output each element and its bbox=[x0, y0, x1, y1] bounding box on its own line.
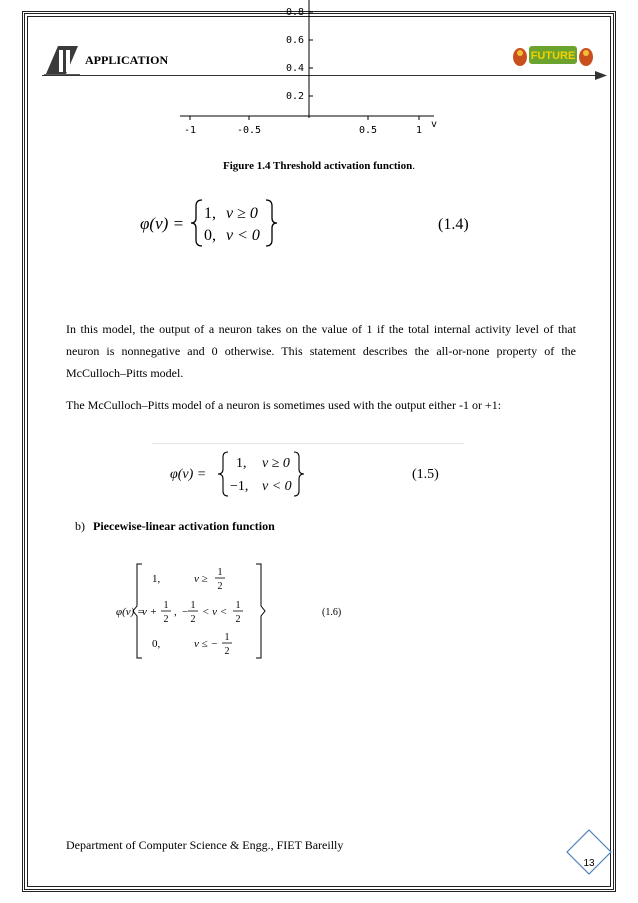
y-tick-label: 0.4 bbox=[285, 63, 304, 74]
svg-text:,: , bbox=[174, 606, 177, 618]
eq-1-6-row2-cond-mid: < v < bbox=[202, 606, 228, 618]
eq-1-5-case1-cond: v ≥ 0 bbox=[262, 456, 290, 471]
eq-1-4-lhs: φ(v) = bbox=[140, 214, 184, 233]
subsection-marker: b) bbox=[75, 519, 85, 533]
fraction-numerator: 1 bbox=[217, 567, 223, 578]
eq-1-5-case2-cond: v < 0 bbox=[262, 479, 292, 494]
page-number: 13 bbox=[583, 858, 595, 869]
y-tick-label: 0.6 bbox=[285, 35, 304, 46]
subsection-title: Piecewise-linear activation function bbox=[93, 519, 275, 533]
figure-caption-text: Figure 1.4 Threshold activation function bbox=[223, 160, 413, 172]
header-title: APPLICATION bbox=[85, 53, 169, 67]
fraction-numerator: 1 bbox=[163, 600, 169, 611]
eq-1-6-row1-cond: v ≥ bbox=[194, 573, 208, 585]
fraction-denominator: 2 bbox=[190, 614, 196, 625]
x-tick-label: 0.5 bbox=[358, 125, 378, 136]
y-tick-label: 0.2 bbox=[285, 91, 304, 102]
body-paragraph: In this model, the output of a neuron takes on the value of 1 if the total internal activity level of that neuron is nonnegative and 0 otherwise. This statement describes the all-or-none property of the McCulloch–Pitts model. bbox=[66, 322, 576, 380]
equation-separator bbox=[152, 443, 464, 444]
x-tick-label: -0.5 bbox=[236, 125, 262, 136]
fraction-numerator: 1 bbox=[235, 600, 241, 611]
subsection-heading bbox=[66, 519, 275, 534]
equation-1-4 bbox=[140, 196, 470, 255]
x-tick-label: -1 bbox=[183, 125, 197, 136]
header-arrow-icon bbox=[595, 69, 609, 88]
eq-1-4-case1-value: 1, bbox=[204, 205, 216, 222]
eq-1-6-row1-value: 1, bbox=[152, 573, 161, 585]
eq-1-6-lhs: φ(v) = bbox=[116, 606, 145, 618]
eq-1-5-case2-value: −1, bbox=[230, 479, 249, 494]
fraction-numerator: 1 bbox=[224, 632, 230, 643]
eq-1-6-row3-value: 0, bbox=[152, 638, 161, 650]
eq-1-5-lhs: φ(v) = bbox=[170, 467, 207, 482]
eq-1-4-case2-cond: v < 0 bbox=[226, 227, 260, 244]
fraction-denominator: 2 bbox=[235, 614, 241, 625]
eq-1-4-case2-value: 0, bbox=[204, 227, 216, 244]
y-tick-label: 0.8 bbox=[285, 7, 304, 18]
fraction-numerator: 1 bbox=[190, 600, 196, 611]
eq-1-6-row2-cond-left: − bbox=[182, 606, 189, 618]
eq-1-5-number: (1.5) bbox=[412, 467, 439, 482]
fraction-denominator: 2 bbox=[224, 646, 230, 657]
fraction-denominator: 2 bbox=[217, 581, 223, 592]
figure-caption-period: . bbox=[412, 160, 415, 172]
threshold-graph bbox=[172, 0, 442, 145]
figure-caption bbox=[0, 160, 638, 172]
eq-1-6-row2-value: v + bbox=[142, 606, 158, 618]
eq-1-4-number: (1.4) bbox=[438, 216, 469, 233]
eq-1-5-case1-value: 1, bbox=[236, 456, 247, 471]
page-number-badge bbox=[565, 828, 613, 881]
equation-1-5 bbox=[170, 448, 470, 505]
footer-department: Department of Computer Science & Engg., FIET Bareilly bbox=[66, 838, 344, 852]
x-axis-label: v bbox=[430, 119, 438, 130]
eq-1-6-row3-cond: v ≤ − bbox=[194, 638, 218, 650]
body-line-mcculloch: The McCulloch–Pitts model of a neuron is sometimes used with the output either -1 or +1: bbox=[66, 398, 502, 412]
eq-1-4-case1-cond: v ≥ 0 bbox=[226, 205, 258, 222]
fraction-denominator: 2 bbox=[163, 614, 169, 625]
future-logo bbox=[510, 40, 596, 75]
eq-1-6-number: (1.6) bbox=[322, 607, 342, 618]
x-tick-label: 1 bbox=[415, 125, 423, 136]
equation-1-6 bbox=[116, 560, 386, 669]
future-logo-text: FUTURE bbox=[530, 50, 576, 62]
